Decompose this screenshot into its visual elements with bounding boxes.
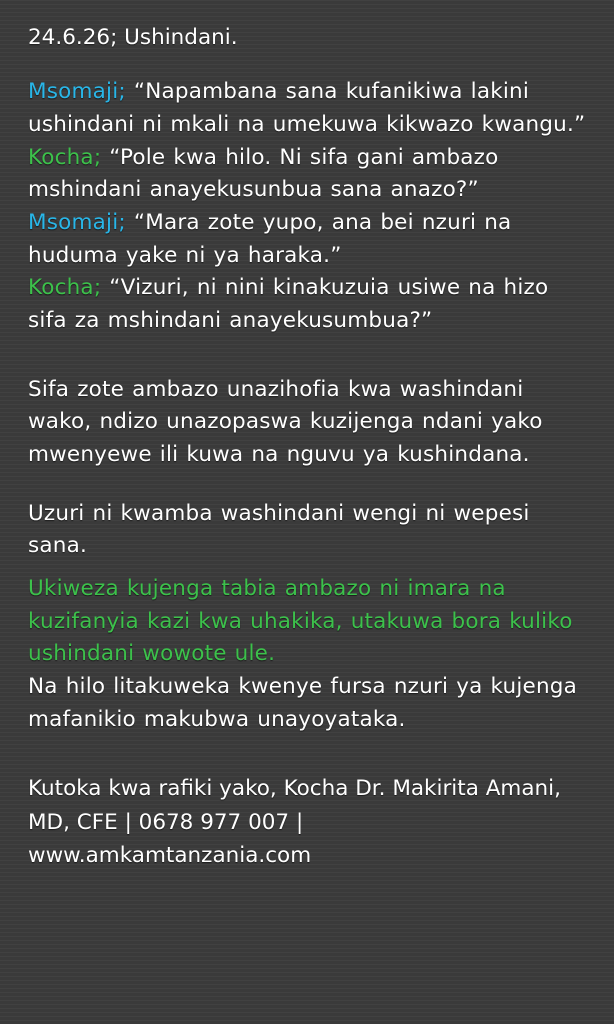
dialogue-text-1: “Napambana sana kufanikiwa lakini ushindani ni mkali na umekuwa kikwazo kwangu.” [28, 79, 586, 137]
spacer-4b [28, 762, 586, 772]
spacer-1 [28, 338, 586, 364]
body-section [28, 374, 586, 737]
dialogue-separator-2: ; [93, 144, 110, 170]
dialogue-speaker-1: Msomaji [28, 79, 119, 105]
dialogue-line-4 [28, 272, 586, 337]
dialogue-line-1 [28, 76, 586, 141]
spacer-4 [28, 736, 586, 762]
body-paragraph-4: Na hilo litakuweka kwenye fursa nzuri ya kujenga mafanikio makubwa unayoyataka. [28, 674, 578, 732]
spacer-3 [28, 563, 586, 573]
spacer-1b [28, 364, 586, 374]
dialogue-separator-4: ; [93, 275, 110, 301]
signature-footer: Kutoka kwa rafiki yako, Kocha Dr. Makirita Amani, MD, CFE | 0678 977 007 | www.amkamtanzania.com [28, 776, 561, 868]
body-paragraph-1: Sifa zote ambazo unazihofia kwa washindani wako, ndizo unazopaswa kuzijenga ndani yako mwenyewe ili kuwa na nguvu ya kushindana. [28, 376, 543, 467]
dialogue-line-2 [28, 142, 586, 207]
spacer-2 [28, 472, 586, 498]
body-paragraph-3: Ukiweza kujenga tabia ambazo ni imara na kuzifanyia kazi kwa uhakika, utakuwa bora kuliko ushindani wowote ule. [28, 575, 573, 667]
dialogue-speaker-3: Msomaji [28, 209, 119, 235]
page-title: 24.6.26; Ushindani. [28, 25, 238, 50]
dialogue-separator-3: ; [118, 209, 134, 235]
dialogue-text-2: “Pole kwa hilo. Ni sifa gani ambazo mshindani anayekusunbua sana anazo?” [28, 144, 499, 203]
dialogue-speaker-4: Kocha [28, 275, 94, 301]
dialogue-speaker-2: Kocha [28, 144, 94, 170]
body-paragraph-2: Uzuri ni kwamba washindani wengi ni wepesi sana. [28, 500, 530, 559]
dialogue-line-3 [28, 207, 586, 272]
dialogue-separator-1: ; [118, 79, 134, 105]
dialogue-text-4: “Vizuri, ni nini kinakuzuia usiwe na hizo sifa za mshindani anayekusumbua?” [28, 275, 549, 333]
dialogue-section [28, 76, 586, 337]
dialogue-text-3: “Mara zote yupo, ana bei nzuri na huduma yake ni ya haraka.” [28, 209, 512, 268]
